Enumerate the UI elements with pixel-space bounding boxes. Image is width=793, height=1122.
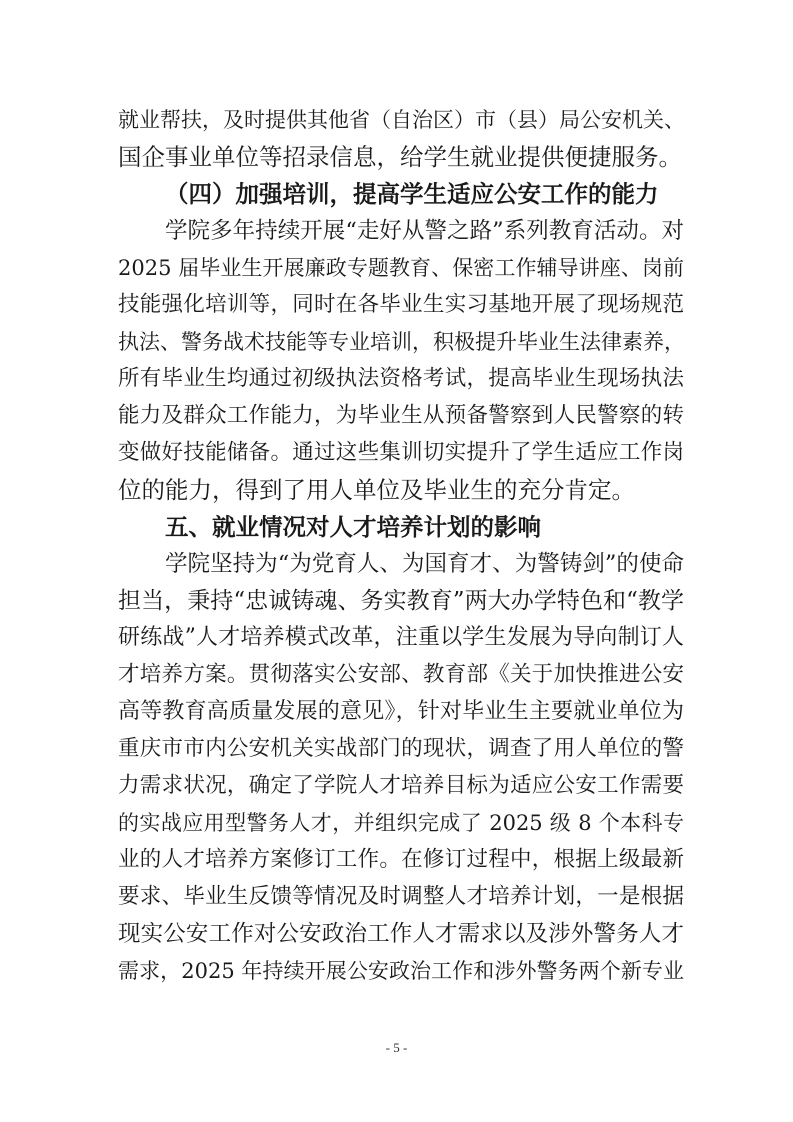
body-text-line: 执法、警务战术技能等专业培训，积极提升毕业生法律素养， xyxy=(118,330,685,354)
body-text-line: 研练战”人才培养模式改革，注重以学生发展为导向制订人 xyxy=(118,625,684,650)
body-text-line: 国企事业单位等招录信息，给学生就业提供便捷服务。 xyxy=(118,143,682,171)
body-text-line: 所有毕业生均通过初级执法资格考试，提高毕业生现场执法 xyxy=(118,366,684,391)
body-text-line: 担当，秉持“忠诚铸魂、务实教育”两大办学特色和“教学 xyxy=(118,588,684,614)
body-text-line: 高等教育高质量发展的意见》，针对毕业生主要就业单位为 xyxy=(118,699,684,724)
body-text-line: 学院坚持为“为党育人、为国育才、为警铸剑”的使命 xyxy=(165,551,684,577)
body-text-line: 学院多年持续开展“走好从警之路”系列教育活动。对 xyxy=(165,218,684,244)
section-heading: 五、就业情况对人才培养计划的影响 xyxy=(165,513,541,541)
body-text-line: 能力及群众工作能力，为毕业生从预备警察到人民警察的转 xyxy=(118,403,684,428)
body-text-line: 力需求状况，确定了学院人才培养目标为适应公安工作需要 xyxy=(118,773,684,798)
body-text-line: 业的人才培养方案修订工作。在修订过程中，根据上级最新 xyxy=(118,847,684,872)
body-text-line: 技能强化培训等，同时在各毕业生实习基地开展了现场规范 xyxy=(118,292,684,317)
body-text-line: 重庆市市内公安机关实战部门的现状，调查了用人单位的警 xyxy=(118,736,684,761)
body-text-line: 就业帮扶，及时提供其他省（自治区）市（县）局公安机关、 xyxy=(118,108,685,132)
section-subheading: （四）加强培训，提高学生适应公安工作的能力 xyxy=(165,180,659,208)
body-text-line: 位的能力，得到了用人单位及毕业生的充分肯定。 xyxy=(118,476,635,504)
body-text-line: 现实公安工作对公安政治工作人才需求以及涉外警务人才 xyxy=(118,921,684,947)
body-text-line: 2025 届毕业生开展廉政专题教育、保密工作辅导讲座、岗前 xyxy=(118,256,684,280)
body-text-line: 才培养方案。贯彻落实公安部、教育部《关于加快推进公安 xyxy=(118,662,684,687)
body-text-line: 需求，2025 年持续开展公安政治工作和涉外警务两个新专业 xyxy=(118,959,684,983)
body-text-line: 的实战应用型警务人才，并组织完成了 2025 级 8 个本科专 xyxy=(118,811,684,835)
page-number: - 5 - xyxy=(385,1040,408,1055)
body-text-line: 要求、毕业生反馈等情况及时调整人才培养计划，一是根据 xyxy=(118,884,684,909)
body-text-line: 变做好技能储备。通过这些集训切实提升了学生适应工作岗 xyxy=(118,440,684,465)
